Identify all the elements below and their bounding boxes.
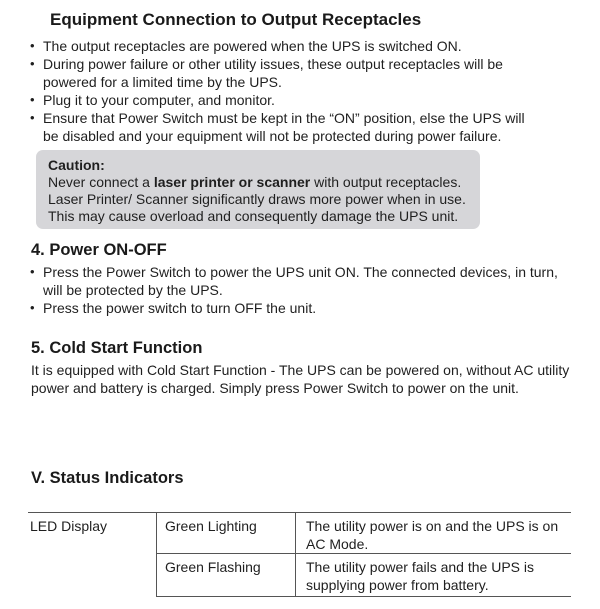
table-row — [28, 513, 571, 554]
list-item: • Press the power switch to turn OFF the unit. — [28, 299, 573, 317]
table-cell: The utility power is on and the UPS is on AC Mode. — [296, 513, 572, 554]
power-bullet-list — [28, 263, 573, 317]
table-cell: The utility power fails and the UPS is supplying power from battery. — [296, 554, 572, 597]
caution-title: Caution: — [48, 157, 105, 173]
table-row — [28, 554, 571, 597]
caution-line: Laser Printer/ Scanner significantly draws more power when in use. — [48, 191, 466, 207]
coldstart-heading: 5. Cold Start Function — [31, 339, 203, 357]
table-cell: LED Display — [28, 513, 157, 554]
list-item: • Ensure that Power Switch must be kept in the “ON” position, else the UPS will be disabled and your equipment will not be protected during power failure. — [28, 109, 573, 145]
table-cell: Green Flashing — [157, 554, 296, 597]
coldstart-paragraph: It is equipped with Cold Start Function - The UPS can be powered on, without AC utility power and battery is charged. Simply press Power Switch to power on the unit. — [31, 362, 570, 396]
caution-line: This may cause overload and consequently damage the UPS unit. — [48, 208, 459, 224]
equipment-heading: Equipment Connection to Output Receptacles — [50, 10, 422, 29]
equipment-bullet-list — [28, 37, 573, 145]
table-cell — [28, 554, 157, 597]
status-table — [28, 512, 571, 597]
power-heading: 4. Power ON-OFF — [31, 241, 167, 259]
caution-line: Never connect a laser printer or scanner with output receptacles. — [48, 174, 462, 190]
caution-box — [36, 150, 480, 229]
table-cell: Green Lighting — [157, 513, 296, 554]
list-item: • Press the Power Switch to power the UPS unit ON. The connected devices, in turn, will be protected by the UPS. — [28, 263, 573, 299]
status-heading: V. Status Indicators — [31, 469, 184, 487]
list-item: • During power failure or other utility issues, these output receptacles will be powered for a limited time by the UPS. — [28, 55, 573, 91]
list-item: • Plug it to your computer, and monitor. — [28, 91, 573, 109]
list-item: • The output receptacles are powered when the UPS is switched ON. — [28, 37, 573, 55]
caution-emphasis: laser printer or scanner — [153, 174, 311, 190]
